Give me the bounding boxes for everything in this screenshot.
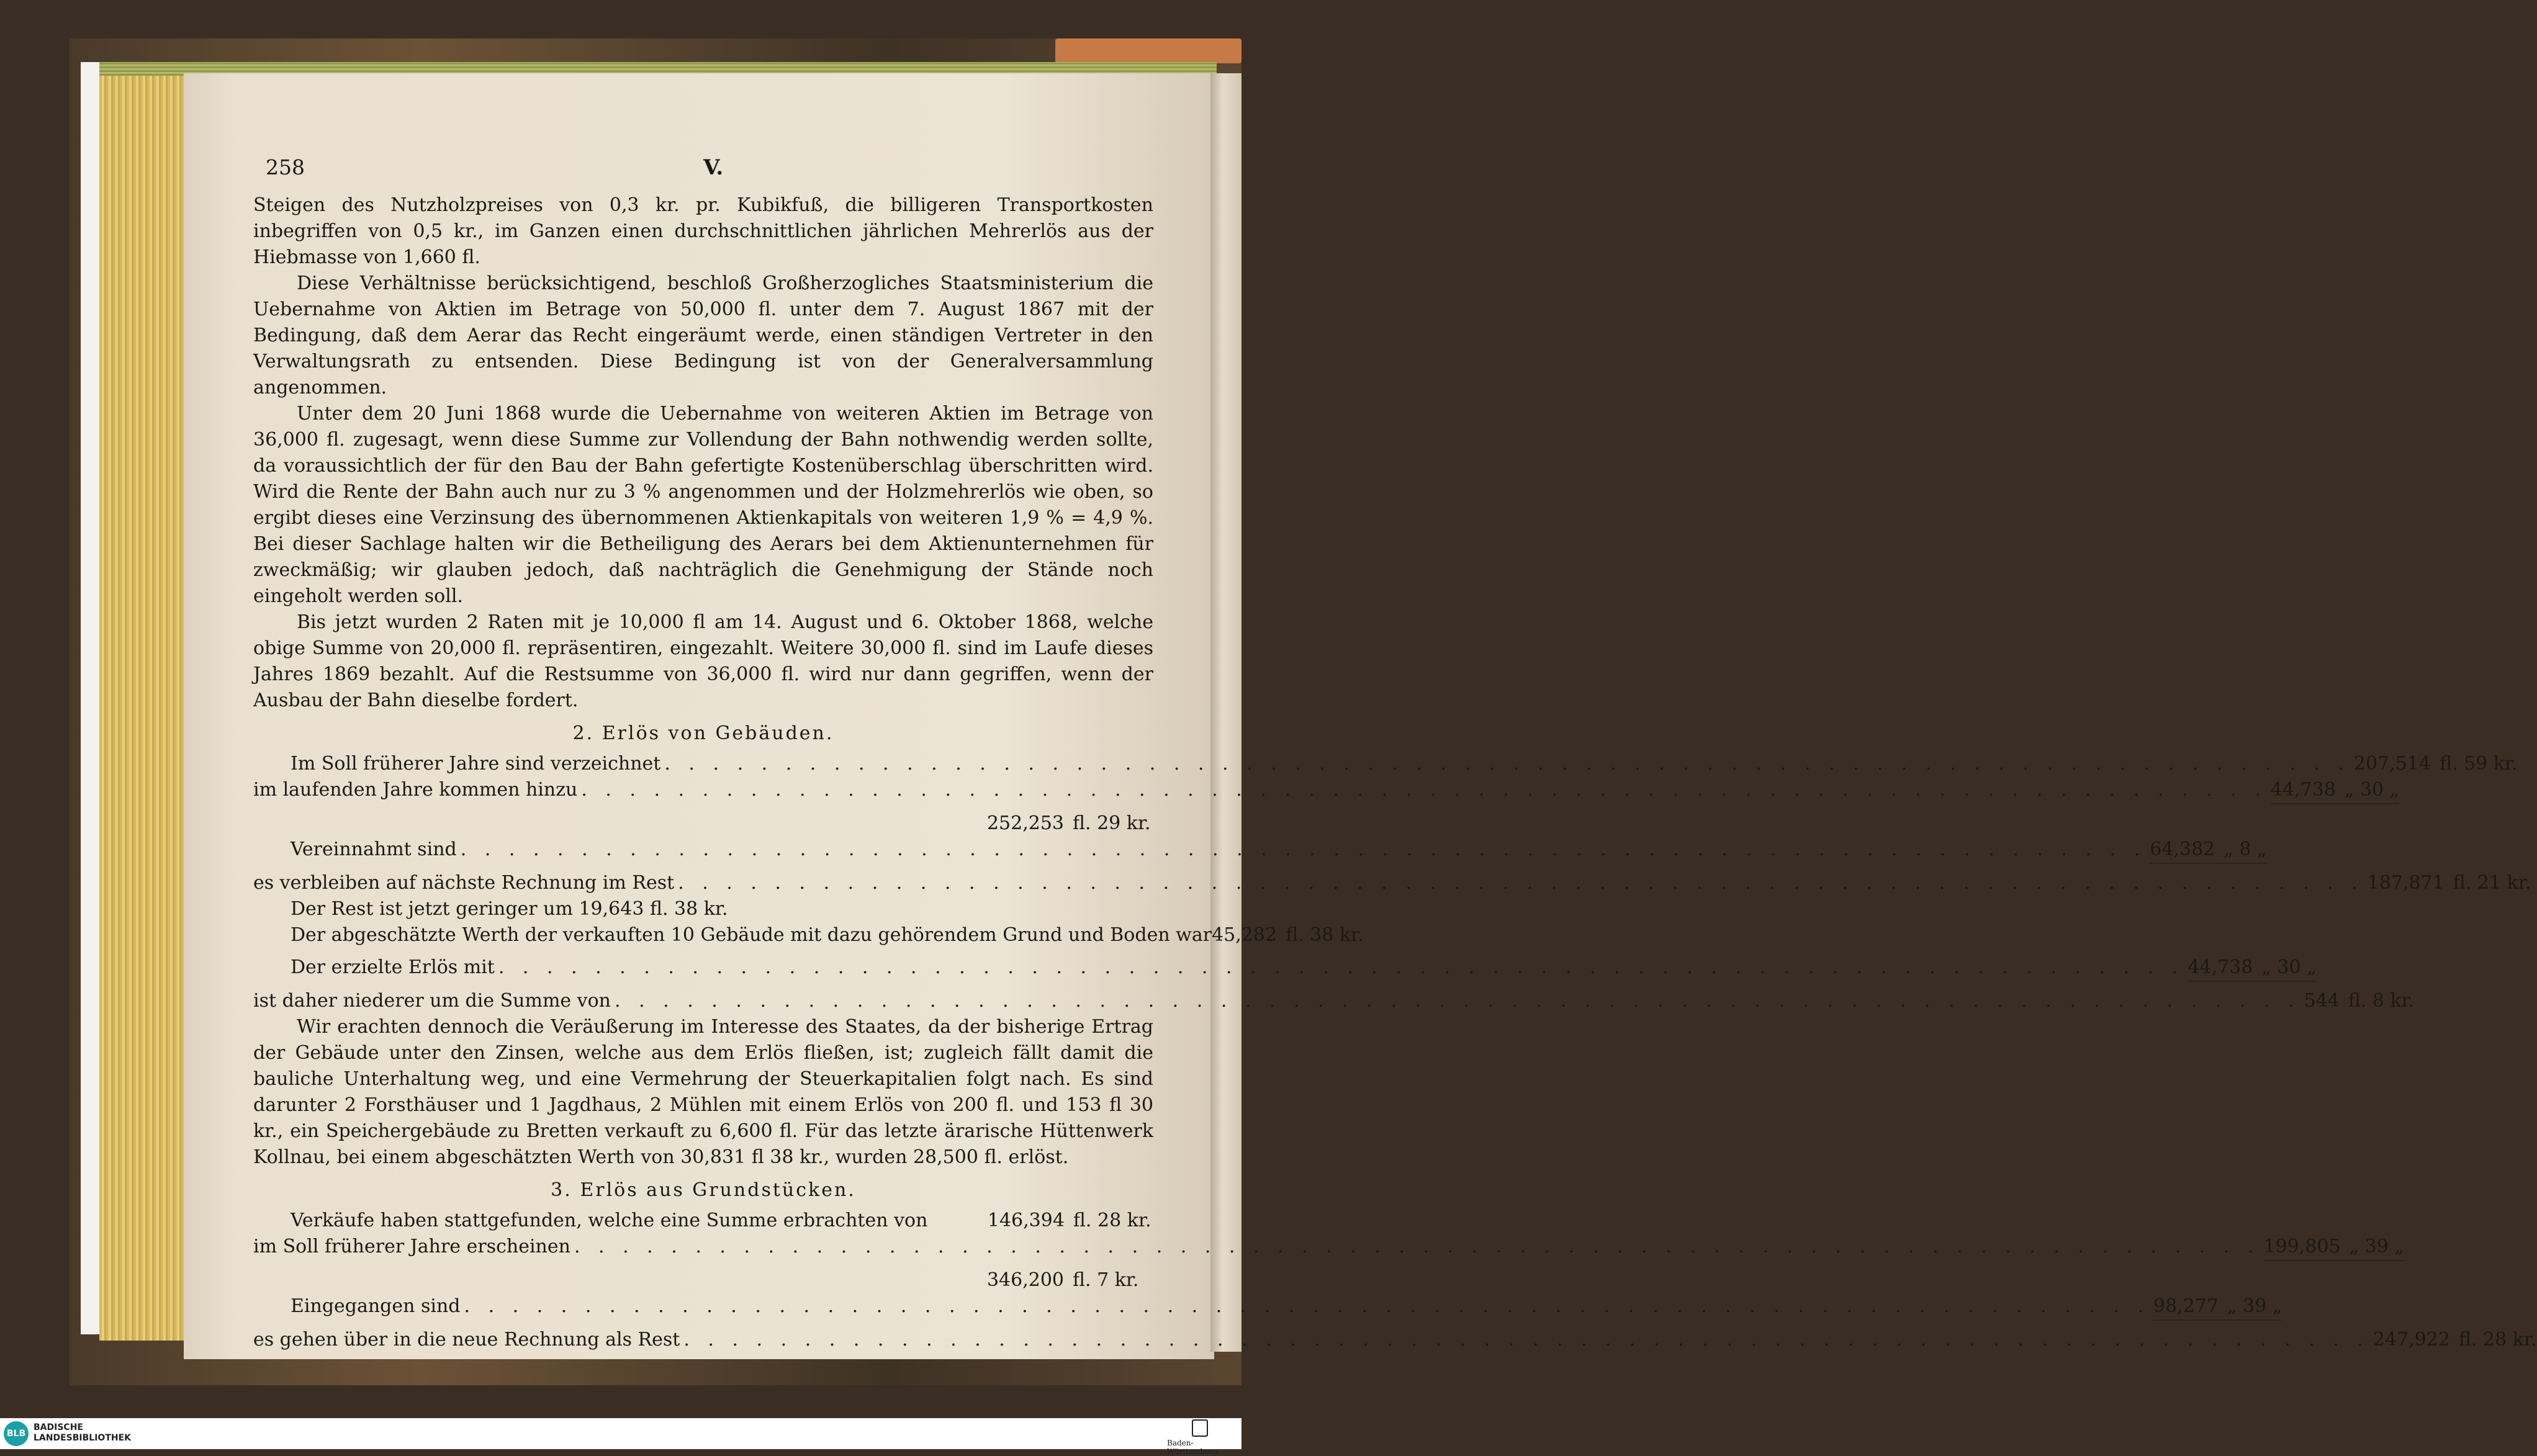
- leader-dots: [683, 1327, 2369, 1353]
- ledger-unit: fl. 8 kr.: [2348, 990, 2415, 1012]
- ledger-label: Eingegangen sind: [291, 1295, 461, 1317]
- ledger-amount: 44,738: [2271, 777, 2336, 804]
- ledger-label: Im Soll früherer Jahre sind verzeichnet: [291, 753, 661, 775]
- ledger-row: [253, 955, 2317, 982]
- ledger-amount: 45,282: [1212, 924, 1278, 946]
- coat-of-arms-icon: [1192, 1419, 1208, 1437]
- ledger-unit: fl. 28 kr.: [2458, 1329, 2537, 1350]
- ledger-unit: fl. 7 kr.: [1073, 1269, 1139, 1291]
- ledger-label: es gehen über in die neue Rechnung als Rest: [253, 1329, 680, 1350]
- cover-leather-strip: [1055, 38, 1241, 63]
- ledger-unit: fl. 21 kr.: [2453, 872, 2531, 894]
- ledger-label: im Soll früherer Jahre erscheinen: [253, 1236, 570, 1257]
- leader-dots: [615, 988, 2300, 1014]
- ledger-amount: 247,922: [2373, 1329, 2450, 1350]
- ledger-unit: „ 39 „: [2341, 1234, 2404, 1261]
- ledger-label: es verbleiben auf nächste Rechnung im Rest: [253, 872, 675, 894]
- ledger-row: [253, 1208, 1153, 1234]
- library-name-line: LANDESBIBLIOTHEK: [34, 1433, 132, 1443]
- chapter-number: V.: [703, 155, 724, 180]
- ledger-row: [253, 751, 2518, 777]
- ledger-row: [253, 1234, 2404, 1261]
- paragraph: Diese Verhältnisse berücksichtigend, beschloß Großherzogliches Staatsministerium die Uebernahme von Aktien im Betrage von 50,000 fl. unter dem 7. August 1867 mit der Bedingung, daß dem Aerar das Recht eingeräumt werde, einen ständigen Vertreter in den Verwaltungsrath zu entsenden. Diese Bedingung ist von der Generalversammlung angenommen.: [253, 272, 1153, 398]
- leader-dots: [678, 870, 2364, 896]
- ledger-unit: „ 8 „: [2215, 837, 2266, 864]
- library-name: [34, 1422, 131, 1444]
- ledger-amount: 44,738: [2188, 955, 2253, 982]
- leader-dots: [581, 777, 2267, 803]
- ledger-amount: 187,871: [2367, 872, 2445, 894]
- ledger-label: Der abgeschätzte Werth der verkauften 10 Gebäude mit dazu gehörendem Grund und Boden war: [291, 924, 1212, 946]
- ledger-unit: fl. 38 kr.: [1286, 924, 1364, 946]
- rest-note: Der Rest ist jetzt geringer um 19,643 fl. 38 kr.: [291, 898, 728, 920]
- state-label: Baden-Württemberg: [1167, 1439, 1218, 1456]
- ledger-amount: 207,514: [2353, 753, 2431, 775]
- ledger-amount: 346,200: [986, 1269, 1064, 1291]
- ledger-amount: 98,277: [2153, 1293, 2219, 1321]
- ledger-unit: „ 39 „: [2219, 1293, 2282, 1321]
- ledger-label: Vereinnahmt sind: [291, 838, 457, 860]
- leader-dots: [464, 1293, 2150, 1319]
- viewer-footer: [0, 1418, 1241, 1449]
- ledger-label: Der erzielte Erlös mit: [291, 956, 495, 978]
- ledger-row: [253, 837, 2267, 864]
- ledger-unit: „ 30 „: [2253, 955, 2316, 982]
- paragraph: Unter dem 20 Juni 1868 wurde die Uebernahme von weiteren Aktien im Betrage von 36,000 fl. zugesagt, wenn diese Summe zur Vollendung der Bahn nothwendig werden sollte, da voraussichtlich der für den Bau der Bahn gefertigte Kostenüberschlag überschritten wird. Wird die Rente der Bahn auch nur zu 3 % angenommen und der Holzmehrerlös wie oben, so ergibt dieses eine Verzinsung des übernommenen Aktienkapitals von weiteren 1,9 % = 4,9 %. Bei dieser Sachlage halten wir die Betheiligung des Aerars bei dem Aktienunternehmen für zweckmäßig; wir glauben jedoch, daß nachträglich die Genehmigung der Stände noch eingeholt werden soll.: [253, 403, 1153, 607]
- ledger-unit: fl. 59 kr.: [2439, 753, 2518, 775]
- section-title: 2. Erlös von Gebäuden.: [572, 722, 834, 744]
- ledger-amount: 64,382: [2150, 837, 2215, 864]
- paragraph: Wir erachten dennoch die Veräußerung im Interesse des Staates, da der bisherige Ertrag der Gebäude unter den Zinsen, welche aus dem Erlös fließen, ist; zugleich fällt damit die bauliche Unterhaltung weg, und eine Vermehrung der Steuerkapitalien folgt nach. Es sind darunter 2 Forsthäuser und 1 Jagdhaus, 2 Mühlen mit einem Erlös von 200 fl. und 153 fl 30 kr., ein Speichergebäude zu Bretten verkauft zu 6,600 fl. Für das letzte ärarische Hüttenwerk Kollnau, bei einem abgeschätzten Werth von 30,831 fl 38 kr., wurden 28,500 fl. erlöst.: [253, 1016, 1153, 1168]
- ledger-row: [253, 870, 2531, 896]
- ledger-label: Verkäufe haben stattgefunden, welche eine Summe erbrachten von: [291, 1210, 928, 1231]
- ledger-amount: 252,253: [986, 812, 1064, 834]
- ledger-row: [253, 777, 2400, 804]
- ledger-row-subtotal: [253, 811, 1153, 837]
- ledger-label: ist daher niederer um die Summe von: [253, 990, 611, 1012]
- ledger-row: [253, 1293, 2282, 1321]
- ledger-row: [253, 922, 1364, 948]
- ledger-amount: 544: [2304, 990, 2340, 1012]
- gilt-page-edge: [99, 68, 186, 1341]
- blb-logo-icon[interactable]: BLB: [4, 1421, 29, 1446]
- section-title: 3. Erlös aus Grundstücken.: [551, 1179, 856, 1201]
- paragraph: Steigen des Nutzholzpreises von 0,3 kr. pr. Kubikfuß, die billigeren Transportkosten inbegriffen von 0,5 kr., im Ganzen einen durchschnittlichen jährlichen Mehrerlös aus der Hiebmasse von 1,660 fl.: [253, 194, 1153, 268]
- ledger-unit: fl. 28 kr.: [1073, 1210, 1151, 1231]
- leader-dots: [574, 1234, 2260, 1260]
- leader-dots: [664, 751, 2350, 777]
- page-header: [253, 155, 1153, 192]
- ledger-row: [253, 1327, 2537, 1353]
- ledger-amount: 146,394: [987, 1210, 1065, 1231]
- ledger-row: [253, 988, 2415, 1014]
- ledger-amount: 199,805: [2263, 1234, 2340, 1261]
- ledger-label: im laufenden Jahre kommen hinzu: [253, 779, 578, 801]
- leader-dots: [498, 955, 2184, 981]
- leader-dots: [461, 837, 2147, 863]
- page-text: [253, 155, 2537, 1353]
- ledger-row-subtotal: [253, 1267, 1153, 1293]
- library-name-line: BADISCHE: [34, 1422, 83, 1432]
- paragraph: Bis jetzt wurden 2 Raten mit je 10,000 fl am 14. August und 6. Oktober 1868, welche obige Summe von 20,000 fl. repräsentiren, eingezahlt. Weitere 30,000 fl. sind im Laufe dieses Jahres 1869 bezahlt. Auf die Restsumme von 36,000 fl. wird nur dann gegriffen, wenn der Ausbau der Bahn dieselbe fordert.: [253, 611, 1153, 711]
- page-gutter: [1210, 73, 1241, 1352]
- ledger-unit: „ 30 „: [2336, 777, 2399, 804]
- page-number: 258: [266, 155, 305, 179]
- ledger-unit: fl. 29 kr.: [1073, 812, 1151, 834]
